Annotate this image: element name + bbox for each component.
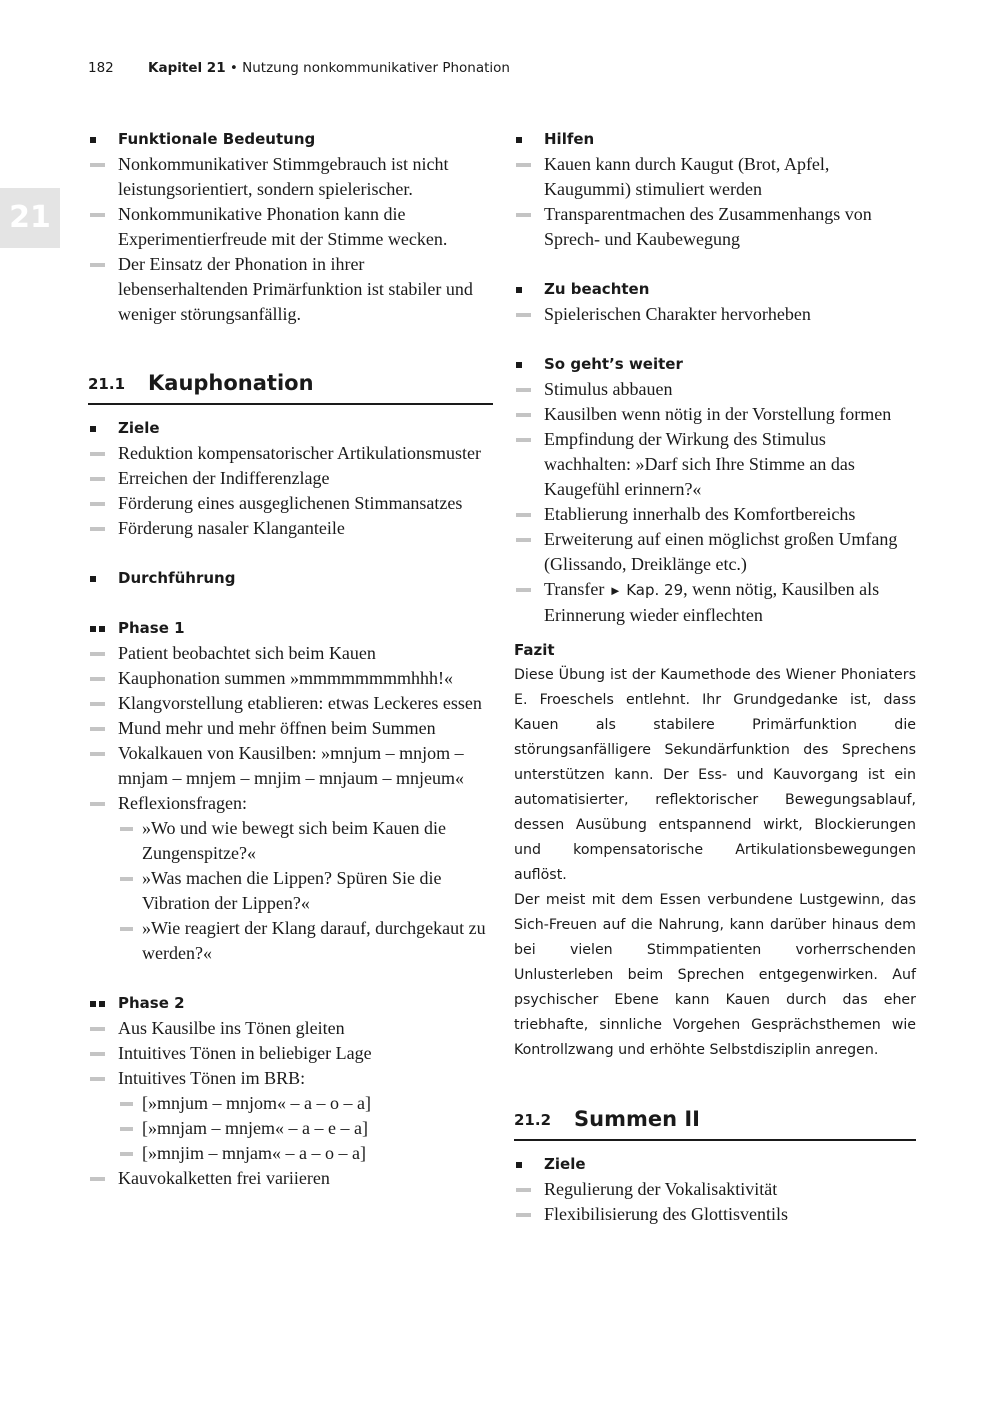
square-bullet-icon [90, 137, 96, 143]
chapter-tab: 21 [0, 188, 60, 248]
square-bullet-icon [99, 626, 105, 632]
list-item: Erreichen der Indifferenzlage [88, 466, 493, 491]
list-item: Intuitives Tönen in beliebiger Lage [88, 1041, 493, 1066]
list-item: Flexibilisierung des Glottisventils [514, 1202, 916, 1227]
list-item: Regulierung der Vokalisaktivität [514, 1177, 916, 1202]
section-number: 21.2 [514, 1111, 552, 1129]
label-text: Hilfen [544, 130, 595, 148]
list-item: Transparentmachen des Zusammenhangs von Sprech- und Kaubewegung [514, 202, 916, 252]
functional-meaning-block [88, 127, 493, 327]
list-item-text: , wenn nötig, Kausilben als Erinnerung wieder einflechten [544, 579, 880, 625]
summary-paragraph: Der meist mit dem Essen verbundene Lustgewinn, das Sich-Freuen auf die Nahrung, kann darüber hinaus dem bei vielen Stimmpatienten vorherrschenden Unlusterleben beim Sprechen entgegenwirken. Auf psychischer Ebene kann Kauen durch das eher triebhafte, sinnliche Vorgehen Gesprächsthemen wie Kontrollzwang und erhöhte Selbstdisziplin anregen. [514, 892, 916, 1058]
list-item [88, 1066, 493, 1166]
list-item: Reduktion kompensatorischer Artikulationsmuster [88, 441, 493, 466]
block-label [88, 616, 493, 641]
label-text: Phase 2 [118, 994, 185, 1012]
square-bullet-icon [516, 137, 522, 143]
label-text: Ziele [118, 419, 160, 437]
list-item-text: Intuitives Tönen im BRB: [118, 1068, 306, 1088]
chapter-label: Kapitel 21 [148, 60, 226, 76]
label-text: Phase 1 [118, 619, 185, 637]
list-item-text: Transfer [544, 579, 605, 599]
square-bullet-icon [516, 362, 522, 368]
arrow-right-icon: ► [608, 583, 622, 598]
list-item: Etablierung innerhalb des Komfortbereichs [514, 502, 916, 527]
block-label [514, 277, 916, 302]
chapter-reference: Kap. 29 [626, 581, 684, 599]
list-item: Förderung eines ausgeglichenen Stimmansatzes [88, 491, 493, 516]
label-text: So geht’s weiter [544, 355, 683, 373]
goals-block [514, 1152, 916, 1227]
list-item: Erweiterung auf einen möglichst großen Umfang (Glissando, Dreiklänge etc.) [514, 527, 916, 577]
block-label [88, 416, 493, 441]
note-block [514, 277, 916, 327]
section-title: Summen II [574, 1107, 700, 1131]
phase-2-block [88, 991, 493, 1191]
list-item: Klangvorstellung etablieren: etwas Leckeres essen [88, 691, 493, 716]
section-heading [514, 1088, 916, 1141]
list-item: Der Einsatz der Phonation in ihrer lebenserhaltenden Primärfunktion ist stabiler und weniger störungsanfällig. [88, 252, 493, 327]
block-label [514, 352, 916, 377]
list-item: Nonkommunikativer Stimmgebrauch ist nicht leistungsorientiert, sondern spielerischer. [88, 152, 493, 202]
running-header [148, 60, 510, 76]
summary-paragraph: Diese Übung ist der Kaumethode des Wiener Phoniaters E. Froeschels entlehnt. Ihr Grundgedanke ist, dass Kauen als stabilere Primärfunktion die störungsanfälligere Sekundärfunktion des Sprechens unterstützen kann. Der Ess- und Kauvorgang ist ein automatisierter, reflektorischer Bewegungsablauf, dessen Ausübung entspannend wirkt, Blockierungen und kompensatorische Artikulationsbewegungen auflöst. [514, 667, 916, 883]
label-text: Funktionale Bedeutung [118, 130, 316, 148]
square-bullet-icon [90, 626, 96, 632]
list-item: Kauvokalketten frei variieren [88, 1166, 493, 1191]
label-text: Ziele [544, 1155, 586, 1173]
list-item: Kauen kann durch Kaugut (Brot, Apfel, Kaugummi) stimuliert werden [514, 152, 916, 202]
sub-list-item: [»mnjam – mnjem« – a – e – a] [118, 1116, 493, 1141]
goals-block [88, 416, 493, 541]
sub-list-item: »Wo und wie bewegt sich beim Kauen die Zungenspitze?« [118, 816, 493, 866]
section-number: 21.1 [88, 375, 126, 393]
list-item: Vokalkauen von Kausilben: »mnjum – mnjom – mnjam – mnjem – mnjim – mnjaum – mnjeum« [88, 741, 493, 791]
list-item: Stimulus abbauen [514, 377, 916, 402]
square-bullet-icon [99, 1001, 105, 1007]
phase-1-block [88, 616, 493, 966]
procedure-label [88, 566, 493, 591]
list-item: Aus Kausilbe ins Tönen gleiten [88, 1016, 493, 1041]
header-separator: • [225, 60, 243, 76]
sub-list-item: »Was machen die Lippen? Spüren Sie die Vibration der Lippen?« [118, 866, 493, 916]
left-column [88, 127, 493, 1191]
list-item: Patient beobachtet sich beim Kauen [88, 641, 493, 666]
list-item [88, 791, 493, 966]
list-item: Kauphonation summen »mmmmmmmmhhh!« [88, 666, 493, 691]
label-text: Zu beachten [544, 280, 650, 298]
chapter-title: Nutzung nonkommunikativer Phonation [242, 60, 510, 76]
block-label [514, 1152, 916, 1177]
list-item: Empfindung der Wirkung des Stimulus wachhalten: »Darf sich Ihre Stimme an das Kaugefühl erinnern?« [514, 427, 916, 502]
section-title: Kauphonation [148, 371, 314, 395]
summary-block [514, 638, 916, 1063]
sub-list-item: »Wie reagiert der Klang darauf, durchgekaut zu werden?« [118, 916, 493, 966]
page-number: 182 [88, 60, 114, 76]
block-label [514, 127, 916, 152]
block-label [88, 991, 493, 1016]
list-item [514, 577, 916, 628]
square-bullet-icon [516, 1162, 522, 1168]
sub-list-item: [»mnjim – mnjam« – a – o – a] [118, 1141, 493, 1166]
next-steps-block [514, 352, 916, 628]
list-item: Nonkommunikative Phonation kann die Experimentierfreude mit der Stimme wecken. [88, 202, 493, 252]
list-item: Spielerischen Charakter hervorheben [514, 302, 916, 327]
square-bullet-icon [516, 287, 522, 293]
section-heading [88, 352, 493, 405]
block-label [88, 127, 493, 152]
aids-block [514, 127, 916, 252]
list-item: Mund mehr und mehr öffnen beim Summen [88, 716, 493, 741]
label-text: Durchführung [118, 569, 236, 587]
square-bullet-icon [90, 426, 96, 432]
square-bullet-icon [90, 576, 96, 582]
list-item-text: Reflexionsfragen: [118, 793, 247, 813]
square-bullet-icon [90, 1001, 96, 1007]
summary-title: Fazit [514, 641, 555, 659]
list-item: Förderung nasaler Klanganteile [88, 516, 493, 541]
right-column [514, 127, 916, 1227]
sub-list-item: [»mnjum – mnjom« – a – o – a] [118, 1091, 493, 1116]
list-item: Kausilben wenn nötig in der Vorstellung formen [514, 402, 916, 427]
